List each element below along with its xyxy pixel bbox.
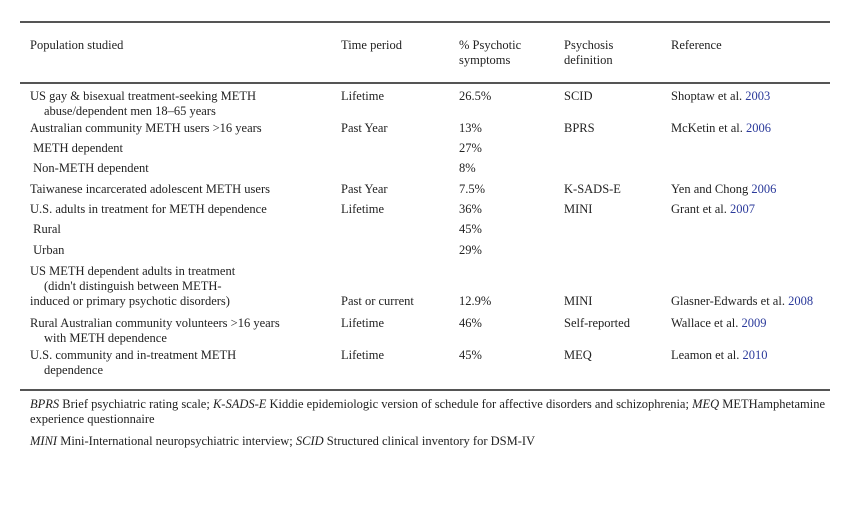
header-reference: Reference	[671, 38, 722, 52]
reference-author: Shoptaw et al.	[671, 89, 746, 103]
table-row-population: Rural	[30, 222, 61, 236]
reference-year-link[interactable]: 2003	[745, 89, 771, 103]
psychotic-pct-cell: 7.5%	[459, 182, 486, 196]
definition-cell: BPRS	[564, 121, 595, 135]
footnote-abbr: MINI	[30, 434, 58, 448]
psychotic-pct-cell: 46%	[459, 316, 482, 330]
table-row-population: Taiwanese incarcerated adolescent METH users	[30, 182, 270, 196]
reference-author: McKetin et al.	[671, 121, 746, 135]
reference-year-link[interactable]: 2009	[741, 316, 767, 330]
footnote-abbr: SCID	[295, 434, 324, 448]
population-line: (didn't distinguish between METH-	[44, 279, 222, 293]
reference-cell	[671, 202, 755, 217]
definition-cell: K-SADS-E	[564, 182, 621, 196]
reference-cell	[671, 316, 766, 331]
footnote-abbr: MEQ	[692, 397, 720, 411]
psychotic-pct-cell: 27%	[459, 141, 482, 155]
time-period-cell: Lifetime	[341, 89, 385, 103]
table-row-population: Non-METH dependent	[30, 161, 149, 175]
population-line: with METH dependence	[44, 331, 167, 345]
definition-cell: MINI	[564, 202, 593, 216]
header-psychotic-line2: symptoms	[459, 53, 511, 67]
psychotic-pct-cell: 29%	[459, 243, 482, 257]
time-period-cell: Past or current	[341, 294, 414, 308]
time-period-cell: Lifetime	[341, 316, 385, 330]
footnote-abbreviations-1	[30, 397, 830, 427]
reference-year-link[interactable]: 2010	[742, 348, 768, 362]
definition-cell: Self-reported	[564, 316, 630, 330]
psychotic-pct-cell: 36%	[459, 202, 482, 216]
header-time-period: Time period	[341, 38, 402, 52]
population-line: US METH dependent adults in treatment	[30, 264, 236, 278]
population-line: induced or primary psychotic disorders)	[30, 294, 230, 308]
reference-year-link[interactable]: 2006	[751, 182, 777, 196]
table-row-population	[30, 348, 236, 378]
table-row-population: Urban	[30, 243, 65, 257]
reference-cell	[671, 89, 770, 104]
reference-author: Yen and Chong	[671, 182, 752, 196]
header-psychosis-definition	[564, 38, 613, 68]
footnote-text: Structured clinical inventory for DSM-IV	[323, 434, 536, 448]
psychotic-pct-cell: 8%	[459, 161, 476, 175]
footnote-text: METHamphetamine experience questionnaire	[30, 397, 826, 426]
reference-year-link[interactable]: 2006	[745, 121, 771, 135]
psychotic-pct-cell: 12.9%	[459, 294, 492, 308]
time-period-cell: Lifetime	[341, 202, 385, 216]
table-row-population: Australian community METH users >16 years	[30, 121, 262, 135]
definition-cell: SCID	[564, 89, 593, 103]
header-definition-line1: Psychosis	[564, 38, 614, 52]
header-psychotic-line1: % Psychotic	[459, 38, 522, 52]
footnote-text: Brief psychiatric rating scale;	[59, 397, 213, 411]
reference-cell	[671, 121, 771, 136]
time-period-cell: Lifetime	[341, 348, 385, 362]
header-population: Population studied	[30, 38, 124, 52]
table-row-population	[30, 89, 256, 119]
time-period-cell: Past Year	[341, 121, 388, 135]
header-psychotic-symptoms	[459, 38, 521, 68]
footnote-text: Kiddie epidemiologic version of schedule for affective disorders and schizophrenia;	[266, 397, 693, 411]
footnote-text: Mini-International neuropsychiatric interview;	[57, 434, 296, 448]
time-period-cell: Past Year	[341, 182, 388, 196]
footnote-abbr: BPRS	[30, 397, 60, 411]
reference-cell	[671, 182, 776, 197]
psychotic-pct-cell: 45%	[459, 222, 482, 236]
population-line: US gay & bisexual treatment-seeking METH	[30, 89, 256, 103]
reference-author: Leamon et al.	[671, 348, 743, 362]
table-row-population	[30, 264, 235, 309]
population-line: U.S. community and in-treatment METH	[30, 348, 237, 362]
header-definition-line2: definition	[564, 53, 613, 67]
reference-year-link[interactable]: 2008	[788, 294, 814, 308]
reference-author: Grant et al.	[671, 202, 731, 216]
definition-cell: MINI	[564, 294, 593, 308]
table-row-population: METH dependent	[30, 141, 124, 155]
footnote-abbreviations-2	[30, 434, 830, 449]
psychotic-pct-cell: 26.5%	[459, 89, 492, 103]
header-rule	[20, 82, 830, 84]
reference-author: Glasner-Edwards et al.	[671, 294, 789, 308]
reference-cell	[671, 348, 768, 363]
footnote-abbr: K-SADS-E	[212, 397, 267, 411]
bottom-rule	[20, 389, 830, 391]
table-row-population: U.S. adults in treatment for METH dependence	[30, 202, 267, 216]
population-line: abuse/dependent men 18–65 years	[44, 104, 216, 118]
top-rule	[20, 21, 830, 23]
reference-author: Wallace et al.	[671, 316, 742, 330]
psychotic-pct-cell: 13%	[459, 121, 482, 135]
population-line: Rural Australian community volunteers >16 years	[30, 316, 280, 330]
reference-cell	[671, 294, 813, 309]
table-row-population	[30, 316, 280, 346]
reference-year-link[interactable]: 2007	[730, 202, 756, 216]
population-line: dependence	[44, 363, 103, 377]
definition-cell: MEQ	[564, 348, 592, 362]
psychotic-pct-cell: 45%	[459, 348, 482, 362]
